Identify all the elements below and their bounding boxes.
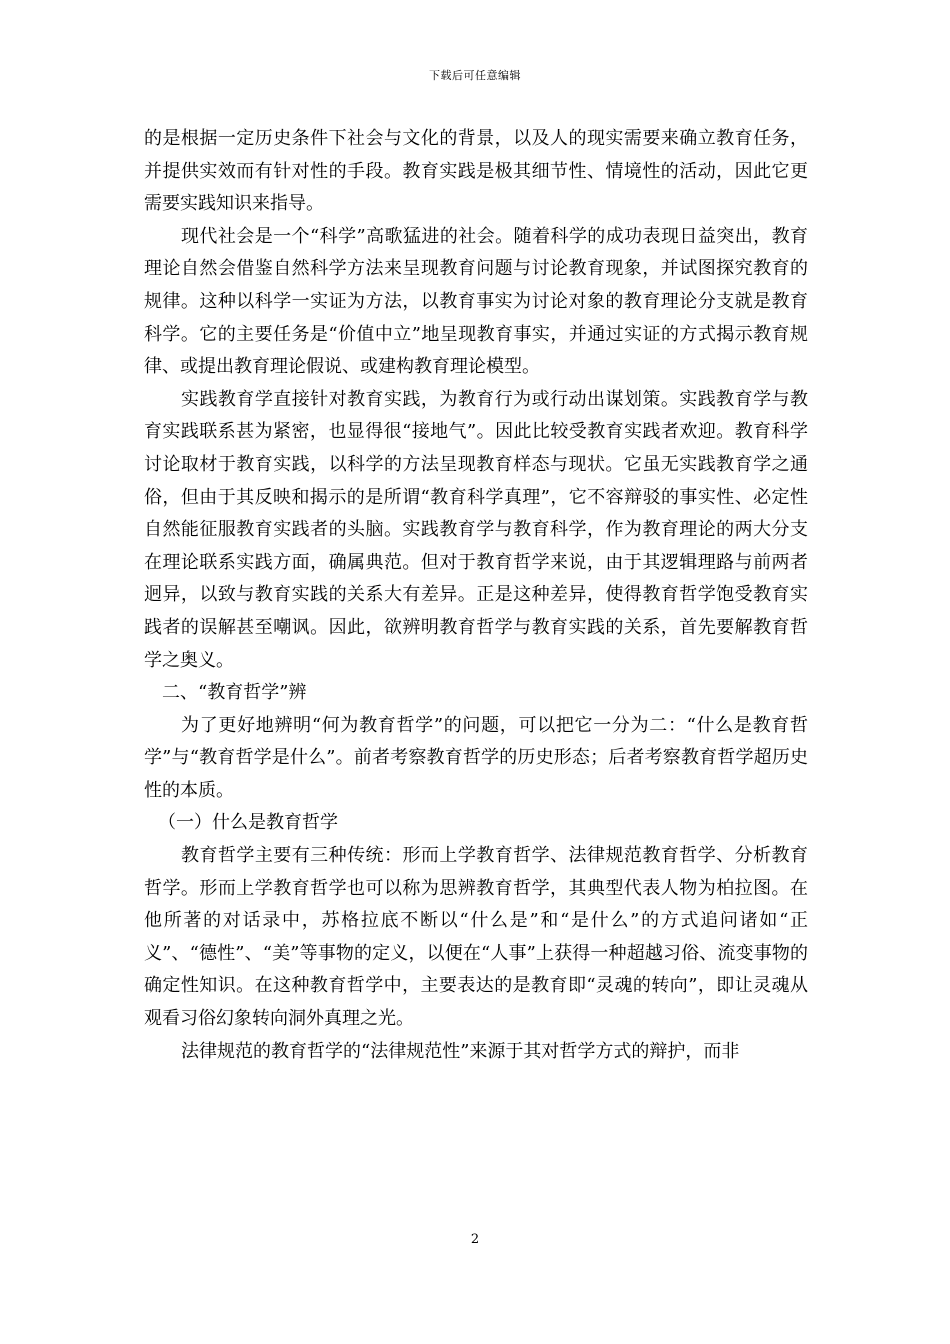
page-header: 下载后可任意编辑 bbox=[429, 69, 521, 82]
paragraph-continued: 的是根据一定历史条件下社会与文化的背景，以及人的现实需要来确立教育任务，并提供实效而有针对性的手段。教育实践是极其细节性、情境性的活动，因此它更需要实践知识来指导。 bbox=[144, 128, 808, 215]
document-body bbox=[144, 123, 808, 1068]
section-heading: 二、“教育哲学”辨 bbox=[162, 682, 307, 704]
page-number: 2 bbox=[470, 1232, 480, 1247]
paragraph-what-is-philosophy: 为了更好地辨明“何为教育哲学”的问题，可以把它一分为二：“什么是教育哲学”与“教育哲学是什么”。前者考察教育哲学的历史形态；后者考察教育哲学超历史性的本质。 bbox=[144, 714, 808, 801]
paragraph-modern-society: 现代社会是一个“科学”高歌猛进的社会。随着科学的成功表现日益突出，教育理论自然会借鉴自然科学方法来呈现教育问题与讨论教育现象，并试图探究教育的规律。这种以科学一实证为方法，以教育事实为讨论对象的教育理论分支就是教育科学。它的主要任务是“价值中立”地呈现教育事实，并通过实证的方式揭示教育规律、或提出教育理论假说、或建构教育理论模型。 bbox=[144, 225, 808, 378]
paragraph-practical-pedagogy: 实践教育学直接针对教育实践，为教育行为或行动出谋划策。实践教育学与教育实践联系甚为紧密，也显得很“接地气”。因此比较受教育实践者欢迎。教育科学讨论取材于教育实践，以科学的方法呈现教育样态与现状。它虽无实践教育学之通俗，但由于其反映和揭示的是所谓“教育科学真理”，它不容辩驳的事实性、必定性自然能征服教育实践者的头脑。实践教育学与教育科学，作为教育理论的两大分支在理论联系实践方面，确属典范。但对于教育哲学来说，由于其逻辑理路与前两者迥异，以致与教育实践的关系大有差异。正是这种差异，使得教育哲学饱受教育实践者的误解甚至嘲讽。因此，欲辨明教育哲学与教育实践的关系，首先要解教育哲学之奥义。 bbox=[144, 388, 808, 671]
subsection-heading: （一）什么是教育哲学 bbox=[158, 812, 338, 834]
paragraph-three-traditions: 教育哲学主要有三种传统：形而上学教育哲学、法律规范教育哲学、分析教育哲学。形而上学教育哲学也可以称为思辨教育哲学，其典型代表人物为柏拉图。在他所著的对话录中，苏格拉底不断以“什么是”和“是什么”的方式追问诸如“正义”、“德性”、“美”等事物的定义，以便在“人事”上获得一种超越习俗、流变事物的确定性知识。在这种教育哲学中，主要表达的是教育即“灵魂的转向”，即让灵魂从观看习俗幻象转向洞外真理之光。 bbox=[144, 845, 808, 1030]
paragraph-legal-normative: 法律规范的教育哲学的“法律规范性”来源于其对哲学方式的辩护，而非 bbox=[181, 1040, 740, 1062]
